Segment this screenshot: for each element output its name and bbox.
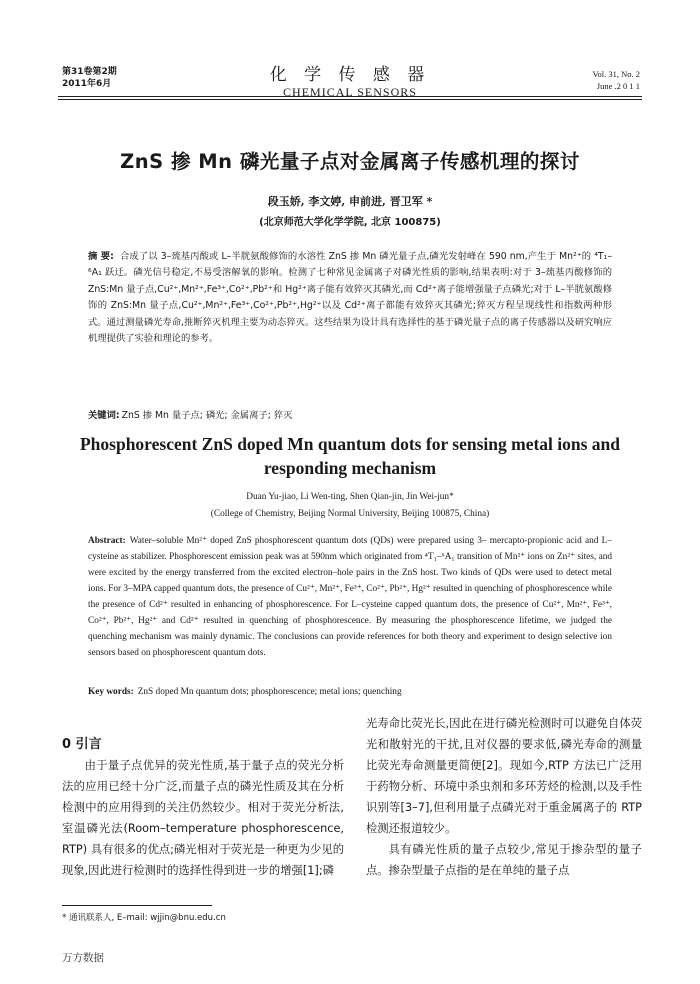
corresponding-author-footnote: * 通讯联系人, E–mail: wjjin@bnu.edu.cn bbox=[62, 913, 226, 923]
watermark-text: 万方数据 bbox=[62, 952, 104, 964]
section-heading-intro: 0 引言 bbox=[62, 737, 102, 752]
paper-title-cn: ZnS 掺 Mn 磷光量子点对金属离子传感机理的探讨 bbox=[120, 150, 580, 173]
footnote-rule bbox=[62, 905, 212, 906]
abstract-cn bbox=[88, 249, 612, 347]
keywords-cn bbox=[88, 407, 612, 421]
header-volume-en: Vol. 31, No. 2 bbox=[592, 69, 640, 79]
intro-paragraph-2: 具有磷光性质的量子点较少,常见于掺杂型的量子点。掺杂型量子点指的是在单纯的量子点 bbox=[366, 843, 642, 877]
body-column-left bbox=[62, 755, 344, 881]
journal-name-en: CHEMICAL SENSORS bbox=[283, 85, 417, 99]
affiliation-en: (College of Chemistry, Beijing Normal University, Beijing 100875, China) bbox=[210, 509, 490, 519]
intro-paragraph-1: 由于量子点优异的荧光性质,基于量子点的荧光分析法的应用已经十分广泛,而量子点的磷光性质及其在分析检测中的应用得到的关注仍然较少。相对于荧光分析法,室温磷光法(Room–temperature phosphorescence, RTP) 具有很多的优点;磷光相对于荧光是一种更为少见的现象,因此进行检测时的选择性得到进一步的增强[1];磷 bbox=[62, 759, 344, 877]
authors-en: Duan Yu-jiao, Li Wen-ting, Shen Qian-jin, Jin Wei-jun* bbox=[246, 492, 454, 502]
journal-name bbox=[250, 60, 450, 100]
paper-title-en: Phosphorescent ZnS doped Mn quantum dots for sensing metal ions and responding mechanism bbox=[79, 434, 621, 478]
keywords-cn-label: 关键词: bbox=[88, 410, 120, 421]
journal-name-cn: 化 学 传 感 器 bbox=[269, 65, 431, 85]
keywords-en-label: Key words: bbox=[88, 687, 134, 697]
abstract-cn-text: 合成了以 3–巯基丙酸或 L–半胱氨酸修饰的水溶性 ZnS 掺 Mn 磷光量子点,磷光发射峰在 590 nm,产生于 Mn²⁺的 ⁴T₁–⁶A₁ 跃迁。磷光信号稳定,不易受溶解氧的影响。检测了七种常见金属离子对磷光性质的影响,结果表明:对于 3–巯基丙酸修饰的 ZnS:Mn 量子点,Cu²⁺,Mn²⁺,Fe³⁺,Co²⁺,Pb²⁺和 Hg²⁺离子能有效猝灭其磷光,而 Cd²⁺离子能增强量子点磷光;对于 L–半胱氨酸修饰的 ZnS:Mn 量子点,Cu²⁺,Mn²⁺,Fe³⁺,Co²⁺,Pb²⁺,Hg²⁺以及 Cd²⁺离子都能有效猝灭其磷光;猝灭方程呈现线性和指数两种形式。通过测量磷光寿命,推断猝灭机理主要为动态猝灭。这些结果为设计具有选择性的基于磷光量子点的离子传感器以及研究响应机理提供了实验和理论的参考。 bbox=[88, 251, 612, 345]
header-rule-thick bbox=[58, 96, 642, 97]
header-rule-thin bbox=[58, 99, 642, 100]
abstract-en-text: Water–soluble Mn²⁺ doped ZnS phosphorescent quantum dots (QDs) were prepared using 3– mercapto-propionic acid and L–cysteine as stabilizer. Phosphorescent emission peak was at 590nm which originated from ⁴T₁–⁶A₁ transition of Mn²⁺ ions on Zn²⁺ sites, and were excited by the energy transferred from the excited electron–hole pairs in the ZnS host. Two kinds of QDs were used to detect metal ions. For 3–MPA capped quantum dots, the presence of Cu²⁺, Mn²⁺, Fe³⁺, Co²⁺, Pb²⁺, Hg²⁺ resulted in quenching of phosphorescence while the presence of Cd²⁺ resulted in enhancing of phosphorescence. For L–cysteine capped quantum dots, the presence of Cu²⁺, Mn²⁺, Fe³⁺, Co²⁺, Pb²⁺, Hg²⁺ and Cd²⁺ resulted in quenching of phosphorescence. By measuring the phosphorescence lifetime, we judged the quenching mechanism was mainly dynamic. The conclusions can provide references for both theory and experiment to design selective ion sensors based on phosphorescent quantum dots. bbox=[88, 536, 612, 658]
header-volume-cn: 第31卷第2期 bbox=[62, 67, 117, 77]
abstract-cn-label: 摘 要: bbox=[88, 251, 114, 262]
header-volume-info bbox=[62, 66, 117, 90]
abstract-en-label: Abstract: bbox=[88, 536, 126, 546]
header-date-cn: 2011年6月 bbox=[62, 79, 112, 89]
keywords-en-text: ZnS doped Mn quantum dots; phosphorescence; metal ions; quenching bbox=[137, 687, 402, 697]
affiliation-cn: (北京师范大学化学学院, 北京 100875) bbox=[259, 217, 441, 228]
body-column-right bbox=[366, 713, 642, 881]
header-date-en: June .2 0 1 1 bbox=[596, 81, 640, 91]
intro-paragraph-1-cont: 光寿命比荧光长,因此在进行磷光检测时可以避免自体荧光和散射光的干扰,且对仪器的要求低,磷光寿命的测量比荧光寿命测量更简便[2]。现如今,RTP 方法已广泛用于药物分析、环境中杀虫剂和多环芳烃的检测,以及手性识别等[3–7],但利用量子点磷光对于重金属离子的 RTP 检测还报道较少。 bbox=[366, 717, 642, 835]
header-volume-info-en bbox=[592, 68, 640, 92]
keywords-cn-text: ZnS 掺 Mn 量子点; 磷光; 金属离子; 猝灭 bbox=[121, 410, 293, 421]
abstract-en bbox=[88, 533, 612, 661]
keywords-en bbox=[88, 687, 612, 697]
authors-cn: 段玉娇, 李文婷, 申前进, 晋卫军 * bbox=[267, 195, 433, 208]
